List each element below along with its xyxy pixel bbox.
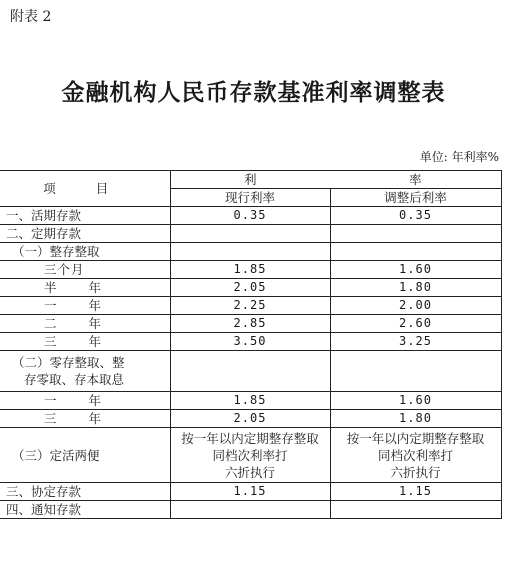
page-title: 金融机构人民币存款基准利率调整表 <box>61 79 446 106</box>
table-row <box>0 315 501 333</box>
table-row <box>0 333 501 351</box>
adjusted-rate: 1.80 <box>330 410 501 428</box>
unit-label: 单位: 年利率% <box>419 150 499 164</box>
adjusted-rate: 1.60 <box>330 392 501 410</box>
row-label: 三 年 <box>0 410 170 428</box>
header-rate-right: 率 <box>330 171 501 189</box>
note-line: 同档次利率打 <box>212 447 288 463</box>
row-label: 二 年 <box>0 315 170 333</box>
adjusted-rate <box>330 501 501 519</box>
header-row-1 <box>0 171 501 189</box>
attachment-label: 附表 2 <box>10 9 52 25</box>
current-rate: 2.25 <box>170 297 330 315</box>
adjusted-rate: 0.35 <box>330 207 501 225</box>
current-rate: 2.85 <box>170 315 330 333</box>
row-label: 一 年 <box>0 392 170 410</box>
adjusted-rate <box>330 225 501 243</box>
table-row <box>0 225 501 243</box>
table-row <box>0 428 501 483</box>
row-label: 三、协定存款 <box>0 483 170 501</box>
adjusted-rate: 3.25 <box>330 333 501 351</box>
table-row <box>0 483 501 501</box>
rate-table <box>0 170 502 519</box>
row-label: 二、定期存款 <box>0 225 170 243</box>
adjusted-rate: 2.00 <box>330 297 501 315</box>
row-label: （三）定活两便 <box>0 428 170 483</box>
note-line: 六折执行 <box>224 464 275 480</box>
header-rate-left: 利 <box>170 171 330 189</box>
note-line: 同档次利率打 <box>377 447 453 463</box>
row-label: 四、通知存款 <box>0 501 170 519</box>
row-label: 三个月 <box>0 261 170 279</box>
table-row <box>0 207 501 225</box>
adjusted-rate <box>330 243 501 261</box>
adjusted-rate: 2.60 <box>330 315 501 333</box>
table-row <box>0 243 501 261</box>
current-rate <box>170 243 330 261</box>
current-rate: 3.50 <box>170 333 330 351</box>
table-row <box>0 261 501 279</box>
note-line: 按一年以内定期整存整取 <box>346 430 485 446</box>
current-rate: 1.85 <box>170 261 330 279</box>
table-row <box>0 351 501 392</box>
row-label-line: 存零取、存本取息 <box>24 372 125 387</box>
table-row <box>0 297 501 315</box>
row-label: 一、活期存款 <box>0 207 170 225</box>
table-row <box>0 392 501 410</box>
current-rate: 1.85 <box>170 392 330 410</box>
row-label: 一 年 <box>0 297 170 315</box>
adjusted-rate: 1.15 <box>330 483 501 501</box>
header-current: 现行利率 <box>170 189 330 207</box>
table-row <box>0 501 501 519</box>
note-line: 六折执行 <box>390 464 441 480</box>
current-rate <box>170 501 330 519</box>
current-rate: 1.15 <box>170 483 330 501</box>
row-label <box>0 351 170 392</box>
row-label-line: （二）零存整取、整 <box>12 355 125 370</box>
adjusted-rate <box>330 351 501 392</box>
header-item: 项 目 <box>0 171 170 207</box>
current-rate: 0.35 <box>170 207 330 225</box>
adjusted-rate-note <box>330 428 501 483</box>
header-adjusted: 调整后利率 <box>330 189 501 207</box>
current-rate-note <box>170 428 330 483</box>
table-row <box>0 410 501 428</box>
row-label: 半 年 <box>0 279 170 297</box>
adjusted-rate: 1.80 <box>330 279 501 297</box>
current-rate: 2.05 <box>170 279 330 297</box>
adjusted-rate: 1.60 <box>330 261 501 279</box>
row-label: 三 年 <box>0 333 170 351</box>
row-label: （一）整存整取 <box>0 243 170 261</box>
note-line: 按一年以内定期整存整取 <box>181 430 319 446</box>
current-rate <box>170 351 330 392</box>
current-rate <box>170 225 330 243</box>
table-row <box>0 279 501 297</box>
current-rate: 2.05 <box>170 410 330 428</box>
